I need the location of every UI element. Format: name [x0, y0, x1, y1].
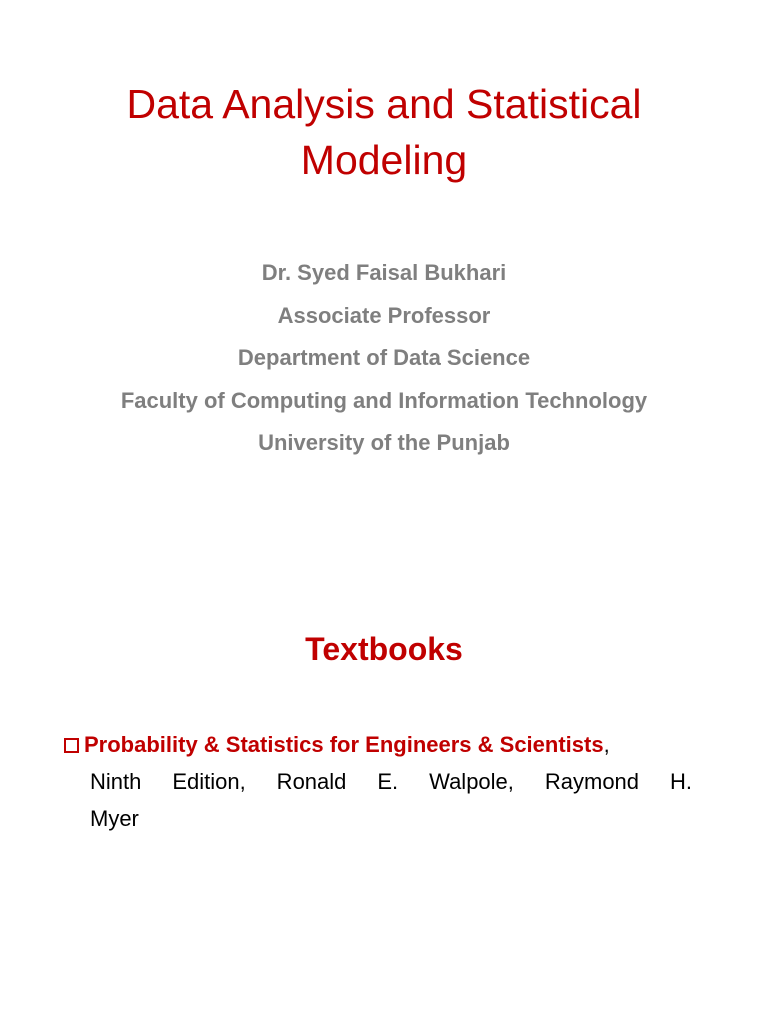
- slide-title-line-1: Data Analysis and Statistical: [126, 81, 642, 127]
- author-info: [0, 252, 768, 465]
- textbook-details-line-2: Myer: [90, 806, 139, 831]
- textbook-details-line-1: Ninth Edition, Ronald E. Walpole, Raymond H.: [90, 769, 692, 794]
- textbook-details: [64, 763, 692, 837]
- textbook-title: Probability & Statistics for Engineers & Scientists: [84, 732, 604, 757]
- slide-title-line-2: Modeling: [300, 137, 468, 183]
- textbook-title-separator: ,: [603, 732, 610, 757]
- author-department: Department of Data Science: [237, 345, 531, 370]
- author-faculty: Faculty of Computing and Information Technology: [120, 387, 648, 413]
- checkbox-bullet-icon: [64, 738, 79, 753]
- textbooks-heading: Textbooks: [305, 631, 463, 667]
- textbook-list-item: [64, 726, 694, 837]
- author-position: Associate Professor: [277, 302, 491, 328]
- author-university: University of the Punjab: [258, 430, 510, 455]
- textbook-title-line: [64, 726, 694, 763]
- author-name: Dr. Syed Faisal Bukhari: [261, 260, 507, 285]
- slide-title: [0, 76, 768, 188]
